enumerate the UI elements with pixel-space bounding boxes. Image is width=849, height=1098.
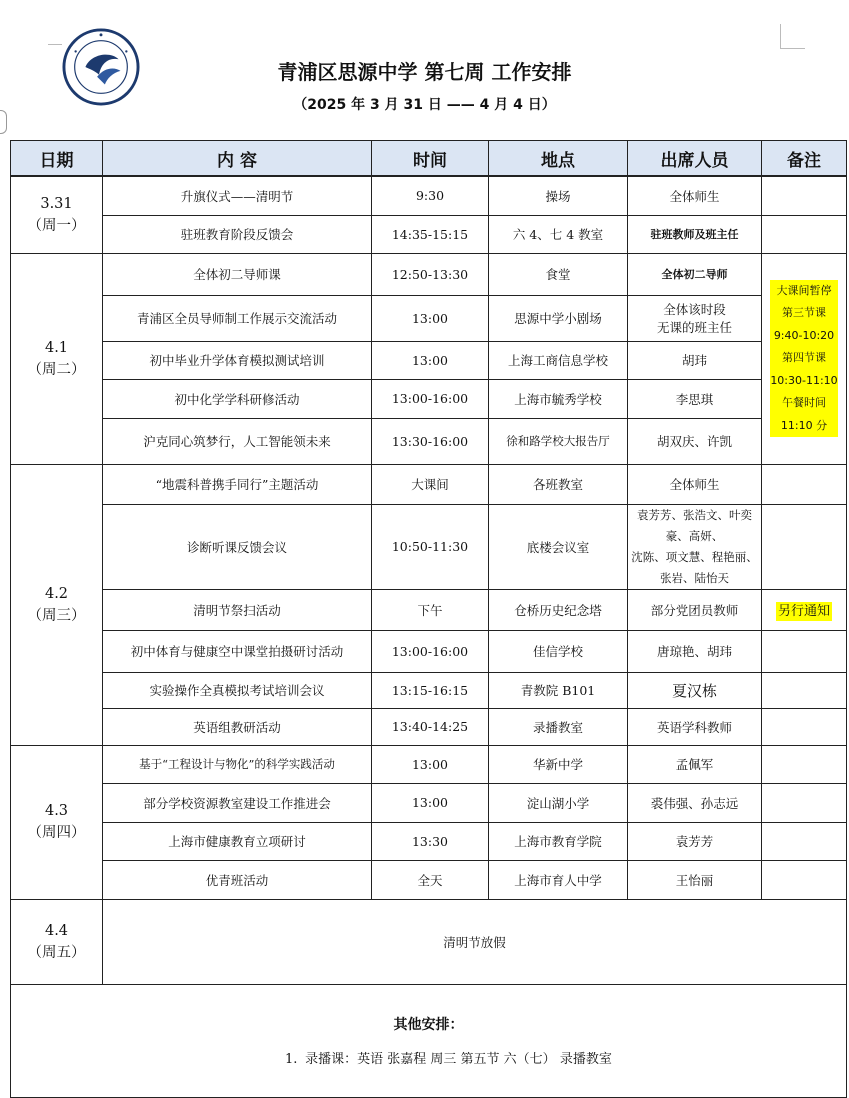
content-cell: 全体初二导师课: [103, 253, 372, 295]
place-cell: 录播教室: [489, 708, 628, 745]
time-cell: 13:00: [372, 783, 489, 822]
remarks-cell: [762, 504, 847, 589]
content-cell: 实验操作全真模拟考试培训会议: [103, 672, 372, 708]
page-title: 青浦区思源中学 第七周 工作安排: [277, 60, 572, 84]
weekday-label: （周一）: [27, 217, 86, 234]
date-cell-wednesday: [11, 464, 103, 745]
attendees-cell: 李思琪: [628, 379, 762, 418]
attendees-cell: 裘伟强、孙志远: [628, 783, 762, 822]
time-cell: 13:30-16:00: [372, 418, 489, 464]
place-cell: 佳信学校: [489, 630, 628, 672]
attendees-cell: 袁芳芳: [628, 822, 762, 860]
remarks-cell-tuesday: [762, 253, 847, 464]
place-cell: 仓桥历史纪念塔: [489, 589, 628, 630]
place-cell: 六 4、七 4 教室: [489, 215, 628, 253]
time-cell: 13:00: [372, 295, 489, 341]
remarks-cell: [762, 822, 847, 860]
remarks-cell: [762, 464, 847, 504]
content-cell: 初中毕业升学体育模拟测试培训: [103, 341, 372, 379]
table-row: [11, 341, 847, 379]
table-row: [11, 418, 847, 464]
note-line: 10:30-11:10: [770, 370, 837, 393]
place-cell: 思源中学小剧场: [489, 295, 628, 341]
time-cell: 13:00-16:00: [372, 379, 489, 418]
table-row: [11, 708, 847, 745]
holiday-cell: 清明节放假: [103, 899, 847, 984]
place-cell: 上海市教育学院: [489, 822, 628, 860]
date-label: 4.3: [44, 803, 69, 819]
remarks-cell: [762, 630, 847, 672]
date-cell-friday: [11, 899, 103, 984]
date-label: 3.31: [40, 195, 73, 212]
table-row: [11, 504, 847, 589]
place-cell: 上海市毓秀学校: [489, 379, 628, 418]
attendees-line: 袁芳芳、张浩文、叶奕豪、高妍、: [637, 507, 752, 543]
table-row: [11, 589, 847, 630]
content-cell: 英语组教研活动: [103, 708, 372, 745]
weekday-label: （周五）: [27, 944, 86, 961]
table-row: [11, 984, 847, 1097]
place-cell: 华新中学: [489, 745, 628, 783]
other-arrangements-cell: [11, 984, 847, 1097]
remarks-cell: [762, 783, 847, 822]
place-cell: 徐和路学校大报告厅: [489, 418, 628, 464]
header-place: 地点: [489, 141, 628, 177]
table-row: [11, 783, 847, 822]
table-row: [11, 672, 847, 708]
table-row: [11, 745, 847, 783]
place-cell: 青教院 B101: [489, 672, 628, 708]
list-item: [14, 1048, 843, 1067]
attendees-line: 全体该时段: [663, 302, 726, 317]
note-line: 午餐时间: [770, 392, 837, 415]
attendees-cell: 全体初二导师: [628, 253, 762, 295]
time-cell: 10:50-11:30: [372, 504, 489, 589]
attendees-cell: 部分党团员教师: [628, 589, 762, 630]
header-remarks: 备注: [762, 141, 847, 177]
content-cell: 沪克同心筑梦行，人工智能领未来: [103, 418, 372, 464]
time-cell: 13:00: [372, 745, 489, 783]
page-subtitle: （2025 年 3 月 31 日 —— 4 月 4 日）: [293, 97, 556, 113]
place-cell: 各班教室: [489, 464, 628, 504]
attendees-cell: 胡玮: [628, 341, 762, 379]
content-cell: “地震科普携手同行”主题活动: [103, 464, 372, 504]
item-number: 1.: [284, 1052, 298, 1067]
date-label: 4.2: [44, 585, 69, 602]
attendees-cell: 英语学科教师: [628, 708, 762, 745]
attendees-cell: [628, 504, 762, 589]
date-cell-monday: [11, 176, 103, 253]
other-arrangements-title: 其他安排：: [393, 1017, 464, 1033]
time-cell: 13:30: [372, 822, 489, 860]
weekday-label: （周四）: [27, 825, 86, 841]
content-cell: 部分学校资源教室建设工作推进会: [103, 783, 372, 822]
note-line: 11:10 分: [770, 415, 837, 438]
attendees-cell: 驻班教师及班主任: [628, 215, 762, 253]
time-cell: 9:30: [372, 176, 489, 215]
note-line: 第三节课: [770, 302, 837, 325]
table-row: [11, 822, 847, 860]
time-cell: 大课间: [372, 464, 489, 504]
time-cell: 全天: [372, 860, 489, 899]
further-notice-badge: 另行通知: [777, 604, 830, 619]
date-label: 4.4: [44, 922, 69, 939]
time-cell: 13:15-16:15: [372, 672, 489, 708]
date-label: 4.1: [44, 339, 69, 356]
remarks-cell: [762, 215, 847, 253]
content-cell: 清明节祭扫活动: [103, 589, 372, 630]
table-row: [11, 215, 847, 253]
attendees-line: 张岩、陆怡天: [660, 570, 729, 585]
content-cell: 基于“工程设计与物化”的科学实践活动: [103, 745, 372, 783]
remarks-cell: [762, 672, 847, 708]
header-date: 日期: [11, 141, 103, 177]
note-line: 第四节课: [770, 347, 837, 370]
time-cell: 13:00: [372, 341, 489, 379]
table-row: [11, 379, 847, 418]
place-cell: 上海工商信息学校: [489, 341, 628, 379]
crop-mark-left: [48, 44, 62, 45]
time-cell: 14:35-15:15: [372, 215, 489, 253]
note-line: 9:40-10:20: [770, 325, 837, 348]
schedule-table: [10, 140, 847, 1098]
table-row: [11, 464, 847, 504]
weekday-label: （周三）: [27, 607, 86, 624]
content-cell: 初中体育与健康空中课堂拍摄研讨活动: [103, 630, 372, 672]
table-row: [11, 253, 847, 295]
remarks-cell: [762, 745, 847, 783]
content-cell: 升旗仪式——清明节: [103, 176, 372, 215]
header-time: 时间: [372, 141, 489, 177]
date-cell-tuesday: [11, 253, 103, 464]
attendees-cell: 王怡丽: [628, 860, 762, 899]
content-cell: 上海市健康教育立项研讨: [103, 822, 372, 860]
attendees-cell: 唐琼艳、胡玮: [628, 630, 762, 672]
weekday-label: （周二）: [27, 361, 86, 378]
time-cell: 13:00-16:00: [372, 630, 489, 672]
attendees-line: 无课的班主任: [656, 320, 732, 335]
table-row: [11, 899, 847, 984]
table-row: [11, 860, 847, 899]
date-cell-thursday: [11, 745, 103, 899]
time-cell: 下午: [372, 589, 489, 630]
attendees-cell: 全体师生: [628, 176, 762, 215]
header-attendees: 出席人员: [628, 141, 762, 177]
attendees-cell: 胡双庆、许凯: [628, 418, 762, 464]
place-cell: 操场: [489, 176, 628, 215]
attendees-cell: 夏汉栋: [628, 672, 762, 708]
table-row: [11, 630, 847, 672]
content-cell: 青浦区全员导师制工作展示交流活动: [103, 295, 372, 341]
time-cell: 13:40-14:25: [372, 708, 489, 745]
attendees-cell: 孟佩军: [628, 745, 762, 783]
note-line: 大课间暂停: [770, 280, 837, 303]
remarks-cell: [762, 708, 847, 745]
attendees-line: 沈陈、项文慧、程艳丽、: [631, 549, 758, 564]
schedule-change-note: [770, 280, 837, 438]
place-cell: 淀山湖小学: [489, 783, 628, 822]
crop-mark-right: [780, 24, 805, 49]
table-row: [11, 295, 847, 341]
content-cell: 初中化学学科研修活动: [103, 379, 372, 418]
content-cell: 驻班教育阶段反馈会: [103, 215, 372, 253]
place-cell: 上海市育人中学: [489, 860, 628, 899]
place-cell: 食堂: [489, 253, 628, 295]
remarks-cell: [762, 176, 847, 215]
content-cell: 优青班活动: [103, 860, 372, 899]
header-row: [11, 141, 847, 177]
remarks-cell: [762, 589, 847, 630]
header-content: 内 容: [103, 141, 372, 177]
content-cell: 诊断听课反馈会议: [103, 504, 372, 589]
place-cell: 底楼会议室: [489, 504, 628, 589]
attendees-cell: [628, 295, 762, 341]
time-cell: 12:50-13:30: [372, 253, 489, 295]
attendees-cell: 全体师生: [628, 464, 762, 504]
table-row: [11, 176, 847, 215]
remarks-cell: [762, 860, 847, 899]
item-text: 录播课：英语 张嘉程 周三 第五节 六（七） 录播教室: [305, 1052, 612, 1067]
